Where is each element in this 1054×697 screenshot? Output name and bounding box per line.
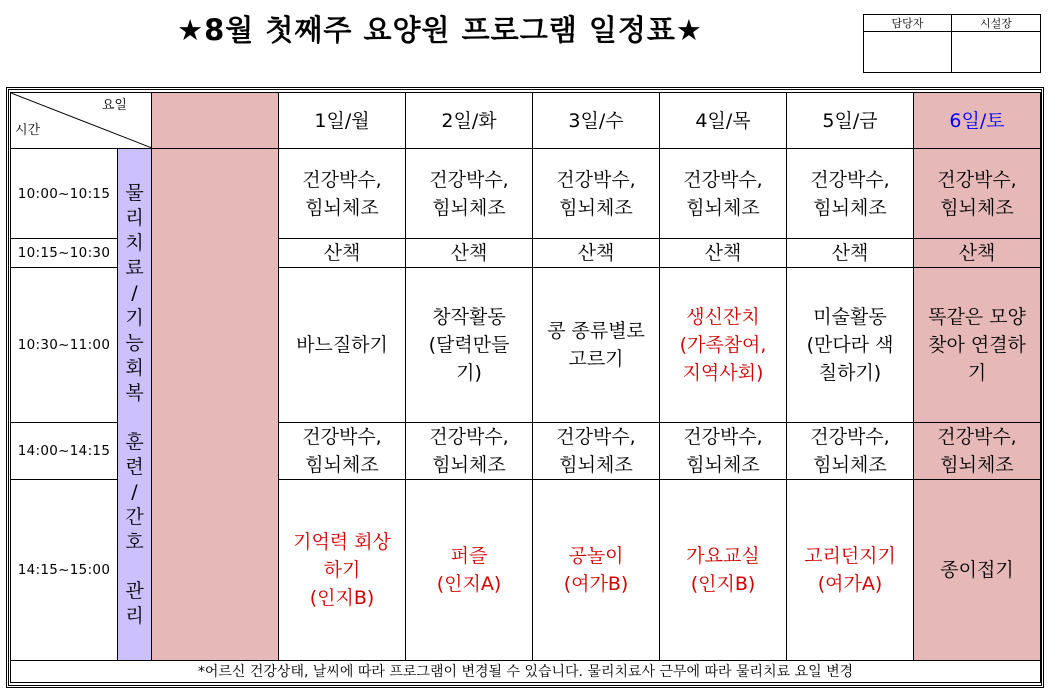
approval-manager-label: 담당자 xyxy=(864,15,952,32)
program-line: 건강박수, xyxy=(683,426,763,448)
program-cell xyxy=(279,480,406,661)
program-line: 콩 종류별로 xyxy=(547,320,645,342)
side-label-char: 회 xyxy=(125,356,144,379)
footnote: *어르신 건강상태, 날씨에 따라 프로그램이 변경될 수 있습니다. 물리치료사 근무에 따라 물리치료 요일 변경 xyxy=(11,661,1041,683)
program-cell xyxy=(406,239,533,268)
program-line: 찾아 연결하 xyxy=(928,334,1026,356)
program-cell xyxy=(914,149,1041,239)
side-label-char: 물 xyxy=(125,181,144,204)
program-line: 힘뇌체조 xyxy=(305,454,379,476)
side-label-char: 리 xyxy=(125,206,144,229)
side-label-char: 간 xyxy=(125,505,144,528)
side-label-char: / xyxy=(131,480,138,503)
approval-box xyxy=(863,14,1041,73)
program-line: 산책 xyxy=(704,242,742,264)
program-line: (여가A) xyxy=(817,573,883,595)
program-cell xyxy=(533,480,660,661)
program-line: 고르기 xyxy=(568,348,624,370)
header-row xyxy=(11,93,1041,149)
program-cell xyxy=(533,268,660,423)
day-header-fri: 5일/금 xyxy=(787,93,914,149)
corner-cell xyxy=(11,93,152,149)
program-cell xyxy=(279,423,406,480)
program-cell xyxy=(787,268,914,423)
side-label-char: 료 xyxy=(125,256,144,279)
schedule-table xyxy=(10,92,1041,683)
side-label-char: 훈 xyxy=(125,430,144,453)
program-line: 종이접기 xyxy=(940,559,1014,581)
side-label-char: 능 xyxy=(125,331,144,354)
program-cell xyxy=(914,239,1041,268)
program-line: 기) xyxy=(456,362,482,384)
program-cell xyxy=(660,480,787,661)
program-line: 건강박수, xyxy=(556,426,636,448)
program-line: 힘뇌체조 xyxy=(940,196,1014,219)
approval-manager-signature-box xyxy=(864,32,952,73)
page-title: ★8월 첫째주 요양원 프로그램 일정표★ xyxy=(177,13,703,47)
program-cell xyxy=(660,268,787,423)
day-header-thu: 4일/목 xyxy=(660,93,787,149)
side-label-char: 련 xyxy=(125,455,144,478)
blank-pink-header xyxy=(152,93,279,149)
program-line: (여가B) xyxy=(563,573,629,595)
program-line: 힘뇌체조 xyxy=(305,196,379,219)
program-cell xyxy=(914,480,1041,661)
program-cell xyxy=(787,149,914,239)
program-line: (인지B) xyxy=(309,587,375,609)
side-label-char: 치 xyxy=(125,231,144,254)
program-cell xyxy=(533,149,660,239)
program-line: 지역사회) xyxy=(682,362,764,384)
time-slot: 14:00~14:15 xyxy=(11,423,118,480)
time-slot: 10:30~11:00 xyxy=(11,268,118,423)
program-line: 건강박수, xyxy=(429,168,509,191)
program-line: 힘뇌체조 xyxy=(432,454,506,476)
program-line: 힘뇌체조 xyxy=(559,196,633,219)
side-label-char: 관 xyxy=(125,579,144,602)
program-cell xyxy=(787,480,914,661)
program-cell xyxy=(914,423,1041,480)
program-line: 생신잔치 xyxy=(686,306,760,328)
program-line: 힘뇌체조 xyxy=(686,196,760,219)
side-label-char: 리 xyxy=(125,604,144,627)
program-line: (달력만들 xyxy=(428,334,510,356)
program-line: 똑같은 모양 xyxy=(928,306,1026,328)
time-axis-label: 시간 xyxy=(15,123,41,138)
program-line: 힘뇌체조 xyxy=(813,454,887,476)
approval-director-label: 시설장 xyxy=(952,15,1041,32)
footnote-row xyxy=(11,661,1041,683)
side-label-char: 호 xyxy=(125,530,144,553)
program-cell xyxy=(533,423,660,480)
program-line: 공놀이 xyxy=(568,545,624,567)
program-line: (인지A) xyxy=(436,573,502,595)
program-line: 산책 xyxy=(450,242,488,264)
program-cell xyxy=(406,149,533,239)
day-header-mon: 1일/월 xyxy=(279,93,406,149)
program-cell xyxy=(660,423,787,480)
program-line: 건강박수, xyxy=(810,426,890,448)
time-slot: 10:00~10:15 xyxy=(11,149,118,239)
blank-pink-column xyxy=(152,149,279,661)
program-line: 기 xyxy=(967,362,987,384)
program-line: 바느질하기 xyxy=(296,334,388,356)
program-cell xyxy=(660,149,787,239)
program-line: 힘뇌체조 xyxy=(432,196,506,219)
program-line: (만다라 색 xyxy=(806,334,894,356)
program-cell xyxy=(533,239,660,268)
program-line: 건강박수, xyxy=(810,168,890,191)
program-cell xyxy=(279,268,406,423)
program-line: 가요교실 xyxy=(686,545,760,567)
side-label-char: / xyxy=(131,281,138,304)
program-cell xyxy=(279,149,406,239)
table-row xyxy=(11,149,1041,239)
program-cell xyxy=(406,268,533,423)
day-header-wed: 3일/수 xyxy=(533,93,660,149)
program-cell xyxy=(406,480,533,661)
program-line: 힘뇌체조 xyxy=(686,454,760,476)
program-line: 건강박수, xyxy=(302,426,382,448)
approval-director-signature-box xyxy=(952,32,1041,73)
day-header-tue: 2일/화 xyxy=(406,93,533,149)
program-line: 미술활동 xyxy=(813,306,887,328)
day-axis-label: 요일 xyxy=(101,98,127,113)
program-line: 건강박수, xyxy=(429,426,509,448)
program-line: 퍼즐 xyxy=(450,545,488,567)
program-line: 건강박수, xyxy=(556,168,636,191)
time-slot: 10:15~10:30 xyxy=(11,239,118,268)
program-line: 산책 xyxy=(958,242,996,264)
program-cell xyxy=(279,239,406,268)
program-line: 건강박수, xyxy=(937,168,1017,191)
program-cell xyxy=(406,423,533,480)
program-line: 건강박수, xyxy=(937,426,1017,448)
diagonal-line xyxy=(11,93,152,148)
program-line: 하기 xyxy=(323,559,361,581)
program-line: 고리던지기 xyxy=(804,545,896,567)
time-slot: 14:15~15:00 xyxy=(11,480,118,661)
program-cell xyxy=(914,268,1041,423)
program-line: 산책 xyxy=(831,242,869,264)
program-line: 창작활동 xyxy=(432,306,506,328)
program-line: (가족참여, xyxy=(679,334,767,356)
program-line: 산책 xyxy=(577,242,615,264)
program-cell xyxy=(787,423,914,480)
program-line: 기억력 회상 xyxy=(293,531,391,553)
program-line: 건강박수, xyxy=(683,168,763,191)
program-line: 산책 xyxy=(323,242,361,264)
program-line: 힘뇌체조 xyxy=(813,196,887,219)
day-header-sat: 6일/토 xyxy=(914,93,1041,149)
program-line: 칠하기) xyxy=(818,362,882,384)
side-label-char: 기 xyxy=(125,306,144,329)
program-cell xyxy=(787,239,914,268)
program-cell xyxy=(660,239,787,268)
program-line: 건강박수, xyxy=(302,168,382,191)
side-category-label xyxy=(118,149,152,661)
program-line: 힘뇌체조 xyxy=(559,454,633,476)
program-line: (인지B) xyxy=(690,573,756,595)
side-label-char: 복 xyxy=(125,381,144,404)
program-line: 힘뇌체조 xyxy=(940,454,1014,476)
